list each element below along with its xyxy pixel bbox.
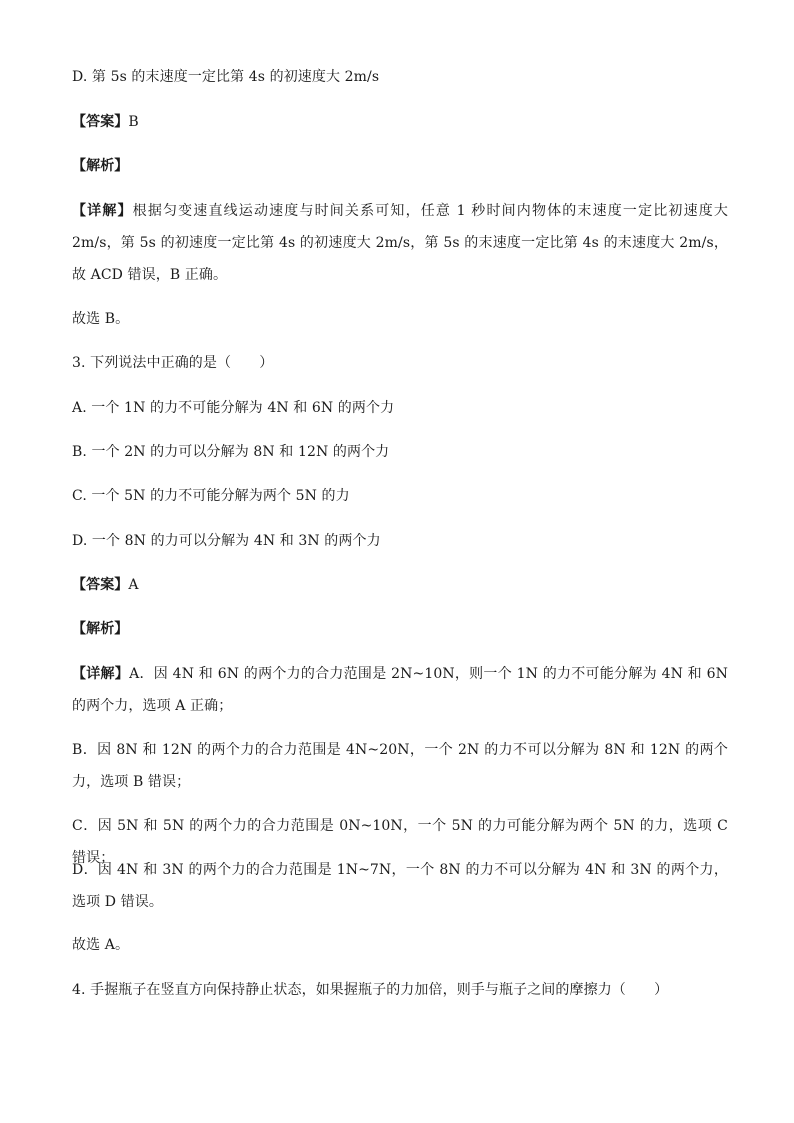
answer-value: B (128, 114, 139, 130)
q3-detail-b: B．因 8N 和 12N 的两个力的合力范围是 4N~20N，一个 2N 的力不可以分解为 8N 和 12N 的两个力，选项 B 错误； (72, 742, 728, 790)
q3-detail-a (72, 658, 728, 722)
q3-detail-d: D．因 4N 和 3N 的两个力的合力范围是 1N~7N，一个 8N 的力不可以分解为 4N 和 3N 的两个力，选项 D 错误。 (72, 862, 728, 910)
q3-option-b: B. 一个 2N 的力可以分解为 8N 和 12N 的两个力 (72, 444, 390, 460)
q2-option-d: D. 第 5s 的末速度一定比第 4s 的初速度大 2m/s (72, 69, 380, 85)
q3-conclusion: 故选 A。 (72, 937, 130, 953)
answer-value: A (128, 577, 139, 593)
answer-label: 【答案】 (72, 114, 129, 130)
detail-label: 【详解】 (72, 203, 133, 219)
answer-label: 【答案】 (72, 577, 129, 593)
detail-label: 【详解】 (72, 666, 130, 682)
q3-option-a: A. 一个 1N 的力不可能分解为 4N 和 6N 的两个力 (72, 400, 395, 416)
q2-answer (72, 113, 732, 131)
q2-detail-paragraph (72, 195, 728, 291)
q2-conclusion: 故选 B。 (72, 311, 130, 327)
analysis-label: 【解析】 (72, 621, 129, 637)
analysis-label: 【解析】 (72, 158, 129, 174)
q3-option-d: D. 一个 8N 的力可以分解为 4N 和 3N 的两个力 (72, 533, 381, 549)
q3-stem: 3. 下列说法中正确的是（ ） (72, 355, 274, 371)
detail-text: 根据匀变速直线运动速度与时间关系可知，任意 1 秒时间内物体的末速度一定比初速度大 2m/s，第 5s 的初速度一定比第 4s 的初速度大 2m/s，第 5s 的末速度一定比第 4s 的末速度大 2m/s，故 ACD 错误，B 正确。 (72, 203, 728, 283)
detail-text: A．因 4N 和 6N 的两个力的合力范围是 2N~10N，则一个 1N 的力不可能分解为 4N 和 6N 的两个力，选项 A 正确； (72, 666, 728, 714)
q3-option-c: C. 一个 5N 的力不可能分解为两个 5N 的力 (72, 488, 350, 504)
q3-detail-c: C．因 5N 和 5N 的两个力的合力范围是 0N~10N，一个 5N 的力可能分解为两个 5N 的力，选项 C 错误； (72, 818, 728, 866)
q3-analysis-label (72, 620, 732, 638)
q3-answer (72, 576, 732, 594)
q2-analysis-label (72, 157, 732, 175)
q4-stem: 4. 手握瓶子在竖直方向保持静止状态，如果握瓶子的力加倍，则手与瓶子之间的摩擦力（ ） (72, 982, 669, 998)
